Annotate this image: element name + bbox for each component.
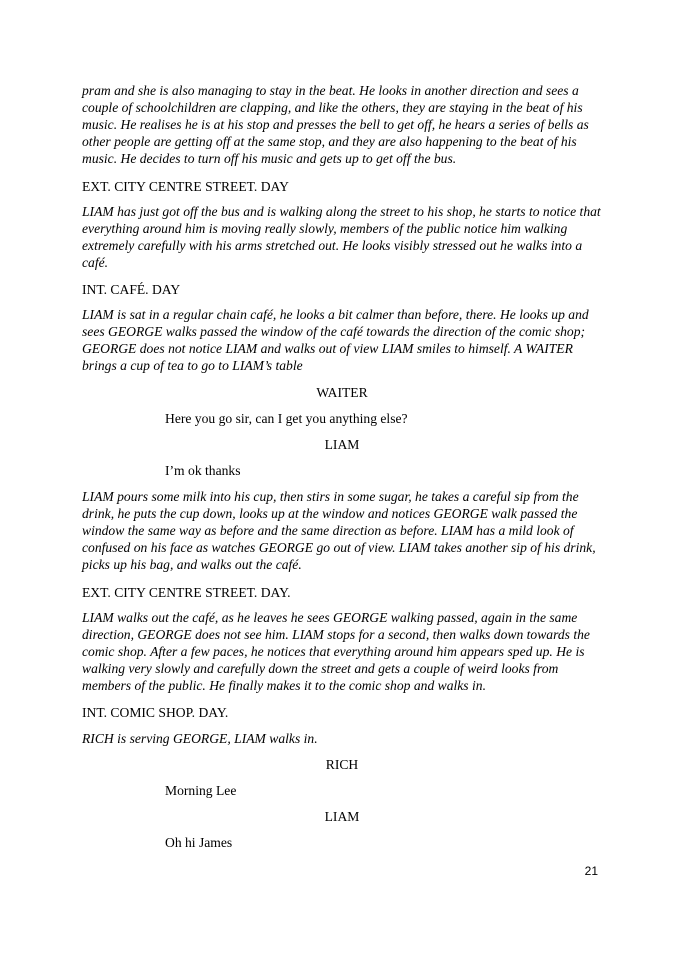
page-number: 21	[584, 864, 598, 878]
dialogue-line: Here you go sir, can I get you anything else?	[165, 411, 408, 426]
action-paragraph: LIAM has just got off the bus and is walking along the street to his shop, he starts to notice that everything around him is moving really slowly, members of the public notice him walking extremely carefully with his arms stretched out. He looks visibly stressed out he walks into a café.	[82, 204, 601, 270]
action-paragraph: pram and she is also managing to stay in the beat. He looks in another direction and sees a couple of schoolchildren are clapping, and like the others, they are staying in the beat of his music. He realises he is at his stop and presses the bell to get off, he hears a series of bells as other people are getting off at the same stop, and they are also happening to the beat of his music. He decides to turn off his music and gets up to get off the bus.	[82, 83, 589, 166]
character-name: LIAM	[324, 437, 360, 452]
action-paragraph: RICH is serving GEORGE, LIAM walks in.	[82, 731, 318, 746]
action-paragraph: LIAM pours some milk into his cup, then stirs in some sugar, he takes a careful sip from the drink, he puts the cup down, looks up at the window and notices GEORGE walk passed the window the same way as before and the same direction as before. LIAM has a mild look of confused on his face as watches GEORGE go out of view. LIAM takes another sip of his drink, picks up his bag, and walks out the café.	[82, 489, 596, 572]
character-name: LIAM	[324, 809, 360, 824]
scene-heading: EXT. CITY CENTRE STREET. DAY	[82, 179, 289, 194]
scene-heading: INT. COMIC SHOP. DAY.	[82, 705, 229, 720]
dialogue-line: I’m ok thanks	[165, 463, 241, 478]
character-name: RICH	[325, 757, 359, 772]
dialogue-line: Oh hi James	[165, 835, 233, 850]
dialogue-line: Morning Lee	[165, 783, 237, 798]
character-name: WAITER	[316, 385, 368, 400]
scene-heading: EXT. CITY CENTRE STREET. DAY.	[82, 585, 291, 600]
action-paragraph: LIAM walks out the café, as he leaves he sees GEORGE walking passed, again in the same direction, GEORGE does not see him. LIAM stops for a second, then walks down towards the comic shop. After a few paces, he notices that everything around him appears sped up. He is walking very slowly and carefully down the street and gets a couple of weird looks from members of the public. He finally makes it to the comic shop and walks in.	[82, 610, 590, 693]
scene-heading: INT. CAFÉ. DAY	[82, 282, 181, 297]
action-paragraph: LIAM is sat in a regular chain café, he looks a bit calmer than before, there. He looks up and sees GEORGE walks passed the window of the café towards the direction of the comic shop; GEORGE does not notice LIAM and walks out of view LIAM smiles to himself. A WAITER brings a cup of tea to go to LIAM’s table	[82, 307, 589, 373]
